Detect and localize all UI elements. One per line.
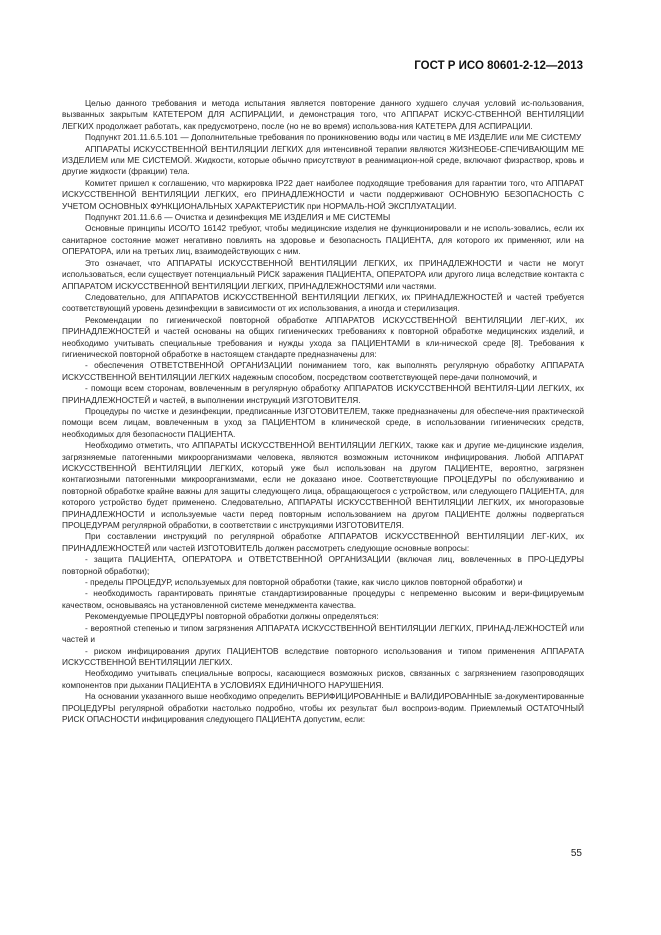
paragraph: Необходимо учитывать специальные вопросы, касающиеся возможных рисков, связанных с загрязнением газопроводящих компонентов при дыхании ПАЦИЕНТА в УСЛОВИЯХ ЕДИНИЧНОГО НАРУШЕНИЯ. (62, 668, 584, 690)
list-item: - вероятной степенью и типом загрязнения АППАРАТА ИСКУССТВЕННОЙ ВЕНТИЛЯЦИИ ЛЕГКИХ, ПРИНАД-ЛЕЖНОСТЕЙ или частей и (62, 622, 584, 645)
list-item: - необходимость гарантировать принятые стандартизированные процедуры с непременно высоким и вери-фицируемым качеством, основываясь на установленной системе менеджмента качества. (62, 588, 584, 610)
paragraph: Целью данного требования и метода испытания является повторение данного худшего случая условий ис-пользования, вызванных закрытым КАТЕТЕРОМ ДЛЯ АСПИРАЦИИ, и демонстрация того, что АППАРАТ ИСКУС-СТВЕННОЙ ВЕНТИЛЯЦИИ ЛЕГКИХ продолжает работать, как предусмотрено, после (но не во время) использова-ния КАТЕТЕРА ДЛЯ АСПИРАЦИИ. (62, 98, 584, 131)
paragraph: Рекомендуемые ПРОЦЕДУРЫ повторной обработки должны определяться: (85, 611, 379, 622)
list-item: - пределы ПРОЦЕДУР, используемых для повторной обработки (такие, как число циклов повторной обработки) и (85, 577, 523, 588)
list-item: - помощи всем сторонам, вовлеченным в регулярную обработку АППАРАТОВ ИСКУССТВЕННОЙ ВЕНТИЛЯ-ЦИИ ЛЕГКИХ, их ПРИНАДЛЕЖНОСТЕЙ и частей, в выполнении инструкций ИЗГОТОВИТЕЛЯ. (62, 383, 584, 405)
list-item: - защита ПАЦИЕНТА, ОПЕРАТОРА и ОТВЕТСТВЕННОЙ ОРГАНИЗАЦИИ (включая лиц, вовлеченных в ПРО-ЦЕДУРЫ повторной обработки); (62, 554, 584, 576)
paragraph: Это означает, что АППАРАТЫ ИСКУССТВЕННОЙ ВЕНТИЛЯЦИИ ЛЕГКИХ, их ПРИНАДЛЕЖНОСТИ и части не могут использоваться, если существует потенциальный РИСК заражения ПАЦИЕНТА, ОПЕРАТОРА или другого лица вследствие контакта с АППАРАТОМ ИСКУССТВЕННОЙ ВЕНТИЛЯЦИИ ЛЕГКИХ, ПРИНАДЛЕЖНОСТЯМИ или частями. (62, 257, 584, 291)
paragraph: Процедуры по чистке и дезинфекции, предписанные ИЗГОТОВИТЕЛЕМ, также предназначены для обеспече-ния практической помощи всем лицам, вовлеченным в уход за ПАЦИЕНТОМ в клинической среде, в использовании гигиенических средств, необходимых для безопасности ПАЦИЕНТА. (62, 405, 584, 439)
paragraph: Следовательно, для АППАРАТОВ ИСКУССТВЕННОЙ ВЕНТИЛЯЦИИ ЛЕГКИХ, их ПРИНАДЛЕЖНОСТЕЙ и частей требуется соответствующий уровень дезинфекции в зависимости от их использования, а иногда и стерилизация. (62, 291, 584, 314)
paragraph: Подпункт 201.11.6.5.101 — Дополнительные требования по проникновению воды или частиц в МЕ ИЗДЕЛИЕ или МЕ СИСТЕМУ (85, 132, 582, 143)
paragraph: Рекомендации по гигиенической повторной обработке АППАРАТОВ ИСКУССТВЕННОЙ ВЕНТИЛЯЦИИ ЛЕГ-КИХ, их ПРИНАДЛЕЖНОСТЕЙ и частей основаны на общих гигиенических требованиях к повторной обработке медицинских изделий, и необходимо учитывать специальные требования и нужды ухода за ПАЦИЕНТАМИ в кли-нической среде [8]. Требования к гигиенической повторной обработке в настоящем стандарте предназначены для: (62, 314, 584, 359)
page-number: 55 (570, 848, 582, 859)
paragraph: Основные принципы ИСО/ТО 16142 требуют, чтобы медицинские изделия не функционировали и не исполь-зовались, если их санитарное состояние может негативно повлиять на здоровье и безопасность ПАЦИЕНТА, для которого их применяют, или на ОПЕРАТОРА, или на третьих лиц, взаимодействующих с ним. (62, 223, 584, 257)
paragraph: При составлении инструкций по регулярной обработке АППАРАТОВ ИСКУССТВЕННОЙ ВЕНТИЛЯЦИИ ЛЕГ-КИХ, их ПРИНАДЛЕЖНОСТЕЙ или частей ИЗГОТОВИТЕЛЬ должен рассмотреть следующие основные вопросы: (62, 531, 584, 553)
list-item: - риском инфицирования других ПАЦИЕНТОВ вследствие повторного использования и типом применения АППАРАТА ИСКУССТВЕННОЙ ВЕНТИЛЯЦИИ ЛЕГКИХ. (62, 645, 584, 667)
body-text (62, 98, 584, 725)
paragraph: Необходимо отметить, что АППАРАТЫ ИСКУССТВЕННОЙ ВЕНТИЛЯЦИИ ЛЕГКИХ, также как и другие ме-дицинские изделия, загрязняемые патогенными микроорганизмами человека, являются возможным источником инфицирования. Любой АППАРАТ ИСКУССТВЕННОЙ ВЕНТИЛЯЦИИ ЛЕГКИХ, который уже был использован на другом ПАЦИЕНТЕ, вероятно, загрязнен контагиозными патогенными микроорганизмами, если не доказано иное. Соответствующие ПРОЦЕДУРЫ по обслуживанию и повторной обработке крайне важны для защиты следующего лица, обращающегося с устройством, или следующего ПАЦИЕНТА, для которого устройство будет применено. Следовательно, АППАРАТЫ ИСКУССТВЕННОЙ ВЕНТИЛЯЦИИ ЛЕГКИХ, их многоразовые ПРИНАДЛЕЖНОСТИ и используемые части перед повторным использованием на другом ПАЦИЕНТЕ должны подвергаться ПРОЦЕДУРАМ регулярной обработки, в соответствии с инструкциями ИЗГОТОВИТЕЛЯ. (62, 440, 584, 531)
list-item: - обеспечения ОТВЕТСТВЕННОЙ ОРГАНИЗАЦИИ пониманием того, как выполнять регулярную обработку АППАРАТА ИСКУССТВЕННОЙ ВЕНТИЛЯЦИИ ЛЕГКИХ надежным способом, посредством соответствующей пере-дачи полномочий, и (62, 360, 584, 382)
paragraph: Комитет пришел к соглашению, что маркировка IP22 дает наиболее подходящие требования для гарантии того, что АППАРАТ ИСКУССТВЕННОЙ ВЕНТИЛЯЦИИ ЛЕГКИХ, его ПРИНАДЛЕЖНОСТИ и части поддерживают ОСНОВНУЮ БЕЗОПАСНОСТЬ С УЧЕТОМ ОСНОВНЫХ ФУНКЦИОНАЛЬНЫХ ХАРАКТЕРИСТИК при НОРМАЛЬ-НОЙ ЭКСПЛУАТАЦИИ. (62, 177, 584, 211)
paragraph: На основании указанного выше необходимо определить ВЕРИФИЦИРОВАННЫЕ и ВАЛИДИРОВАННЫЕ за-документированные ПРОЦЕДУРЫ регулярной обработки настолько подробно, чтобы их результат был воспроиз-водим. Приемлемый ОСТАТОЧНЫЙ РИСК ОПАСНОСТИ инфицирования следующего ПАЦИЕНТА допустим, если: (62, 691, 584, 724)
paragraph: АППАРАТЫ ИСКУССТВЕННОЙ ВЕНТИЛЯЦИИ ЛЕГКИХ для интенсивной терапии являются ЖИЗНЕОБЕ-СПЕЧИВАЮЩИМ МЕ ИЗДЕЛИЕМ или МЕ СИСТЕМОЙ. Жидкости, которые обычно присутствуют в реанимацион-ной среде, включают физраствор, кровь и другие жидкости (фракции) тела. (62, 143, 584, 177)
document-header: ГОСТ Р ИСО 80601-2-12—2013 (414, 60, 583, 72)
paragraph: Подпункт 201.11.6.6 — Очистка и дезинфекция МЕ ИЗДЕЛИЯ и МЕ СИСТЕМЫ (85, 212, 391, 223)
